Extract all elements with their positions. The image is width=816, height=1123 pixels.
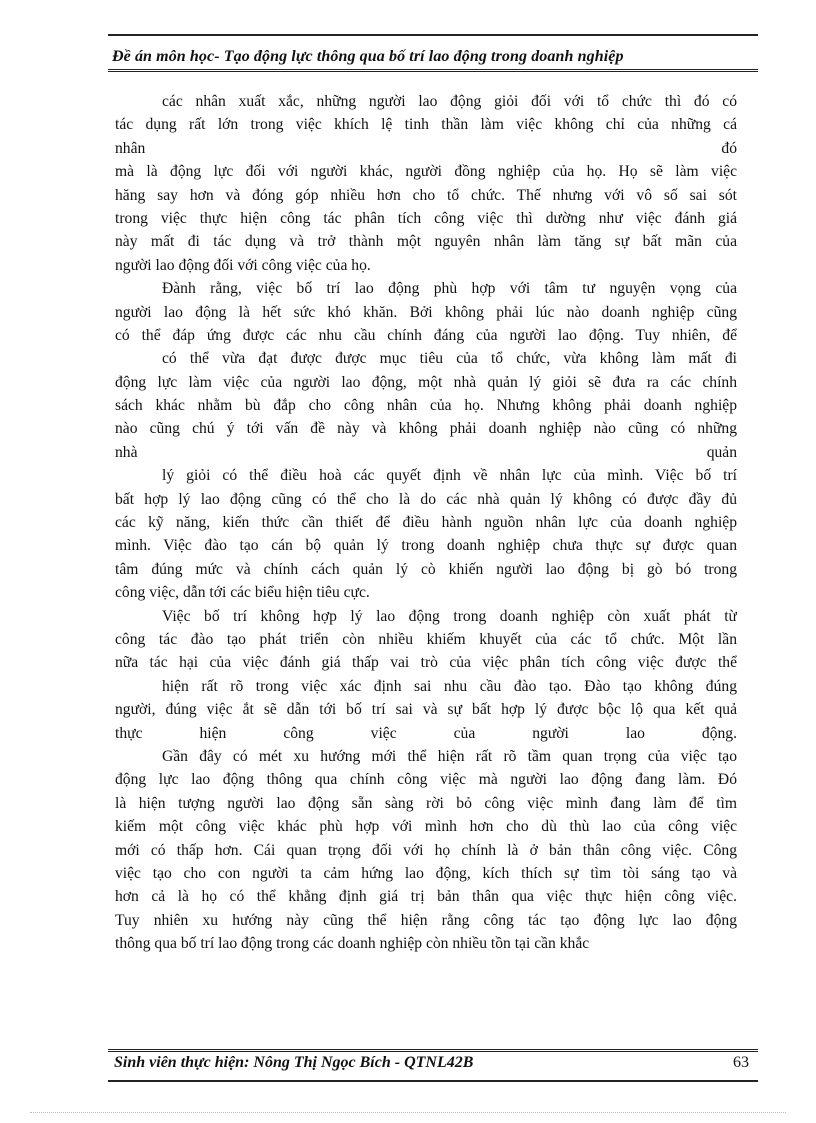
text-line: hơn cả là họ có thể khẳng định giá trị bản thân qua việc thực hiện công việc. bbox=[115, 888, 737, 906]
text-line-split bbox=[115, 441, 737, 464]
page-number: 63 bbox=[733, 1054, 749, 1071]
text-line: công tác đào tạo phát triển còn nhiều khiếm khuyết của các tổ chức. Một lần bbox=[115, 630, 737, 648]
text-line: lý giỏi có thể điều hoà các quyết định về nhân lực của mình. Việc bố trí bbox=[162, 467, 737, 485]
page-header: Đề án môn học- Tạo động lực thông qua bố trí lao động trong doanh nghiệp bbox=[112, 48, 624, 65]
text-line: các nhân xuất xắc, những người lao động giỏi đối với tổ chức thì đó có bbox=[162, 93, 737, 110]
text-line: mình. Việc đào tạo cán bộ quản lý trong doanh nghiệp chưa thực sự được quan bbox=[115, 537, 737, 555]
text-line: thông qua bố trí lao động trong các doanh nghiệp còn nhiều tồn tại cần khắc bbox=[115, 935, 590, 953]
text-line: Đành rằng, việc bố trí lao động phù hợp với tâm tư nguyện vọng của bbox=[162, 280, 737, 298]
text-line-split bbox=[115, 137, 737, 160]
text-line: công việc, dẫn tới các biểu hiện tiêu cực. bbox=[115, 584, 370, 602]
text-line: người, đúng việc ắt sẽ dẫn tới bố trí sai và sự bất hợp lý được bộc lộ qua kết quả bbox=[115, 701, 737, 719]
text-line: mà là động lực đối với người khác, người đồng nghiệp của họ. Họ sẽ làm việc bbox=[115, 163, 737, 181]
text-line: sách khác nhằm bù đắp cho công nhân của họ. Nhưng không phải doanh nghiệp bbox=[115, 397, 737, 415]
top-border bbox=[108, 34, 758, 36]
text-line: Tuy nhiên xu hướng này cũng thể hiện rằng công tác tạo động lực lao động bbox=[115, 911, 737, 929]
text-line: động lực làm việc của người lao động, một nhà quản lý giỏi sẽ đưa ra các chính bbox=[115, 373, 737, 391]
split-left: nhân bbox=[115, 139, 146, 157]
header-rule bbox=[108, 69, 758, 72]
text-line: việc tạo cho con người ta cảm hứng lao động, kích thích sự tìm tòi sáng tạo và bbox=[115, 864, 737, 882]
text-line: bất hợp lý lao động cũng có thể cho là do các nhà quản lý không có được đầy đủ bbox=[115, 490, 737, 508]
text-line: động lực lao động thông qua chính công việc mà người lao động đang làm. Đó bbox=[115, 771, 737, 789]
text-line: nữa tác hại của việc đánh giá thấp vai trò của việc phân tích công việc được thể bbox=[115, 654, 737, 672]
page-edge-dots bbox=[30, 1112, 786, 1113]
text-line: nào cũng chú ý tới vấn đề này và không phải doanh nghiệp nào cũng có những bbox=[115, 420, 737, 438]
text-line: thực hiện công việc của người lao động. bbox=[115, 724, 737, 742]
text-line: người lao động là hết sức khó khăn. Bởi không phải lúc nào doanh nghiệp cũng bbox=[115, 303, 737, 321]
text-line: tác dụng rất lớn trong việc khích lệ tinh thần làm việc không chỉ của những cá bbox=[115, 116, 737, 134]
split-left: nhà bbox=[115, 443, 138, 461]
text-line: người lao động đối với công việc của họ. bbox=[115, 256, 371, 274]
text-line: là hiện tượng người lao động sẵn sàng rời bỏ công việc mình đang làm để tìm bbox=[115, 794, 737, 812]
split-right: đó bbox=[721, 139, 737, 157]
text-line: hiện rất rõ trong việc xác định sai nhu cầu đào tạo. Đào tạo không đúng bbox=[162, 677, 737, 695]
text-line: Việc bố trí không hợp lý lao động trong doanh nghiệp còn xuất phát từ bbox=[162, 607, 737, 625]
bottom-border bbox=[108, 1080, 758, 1082]
text-line: trong việc thực hiện công tác phân tích công việc thì dường như việc đánh giá bbox=[115, 209, 737, 227]
body-text bbox=[115, 90, 737, 955]
text-line: Gần đây có mét xu hướng mới thể hiện rất rõ tầm quan trọng của việc tạo bbox=[162, 747, 737, 765]
footer-author: Sinh viên thực hiện: Nông Thị Ngọc Bích - QTNL42B bbox=[114, 1054, 474, 1071]
footer-rule bbox=[108, 1049, 758, 1052]
text-line: tâm đúng mức và chính cách quản lý cò khiến người lao động bị gò bó trong bbox=[115, 560, 737, 578]
text-line: các kỹ năng, kiến thức cần thiết để điều hành nguồn nhân lực của doanh nghiệp bbox=[115, 514, 737, 532]
text-line: mới có thấp hơn. Cái quan trọng đối với họ chính là ở bản thân công việc. Công bbox=[115, 841, 737, 859]
text-line: có thể vừa đạt được được mục tiêu của tổ chức, vừa không làm mất đi bbox=[162, 350, 737, 368]
text-line: kiếm một công việc khác phù hợp với mình hơn cho dù thù lao của công việc bbox=[115, 818, 737, 836]
text-line: này mất đi tác dụng và trở thành một nguyên nhân làm tăng sự bất mãn của bbox=[115, 233, 737, 251]
split-right: quản bbox=[706, 443, 737, 461]
text-line: có thể đáp ứng được các nhu cầu chính đáng của người lao động. Tuy nhiên, để bbox=[115, 326, 737, 344]
text-line: hăng say hơn và đóng góp nhiều hơn cho tổ chức. Thế nhưng với vô số sai sót bbox=[115, 186, 737, 204]
